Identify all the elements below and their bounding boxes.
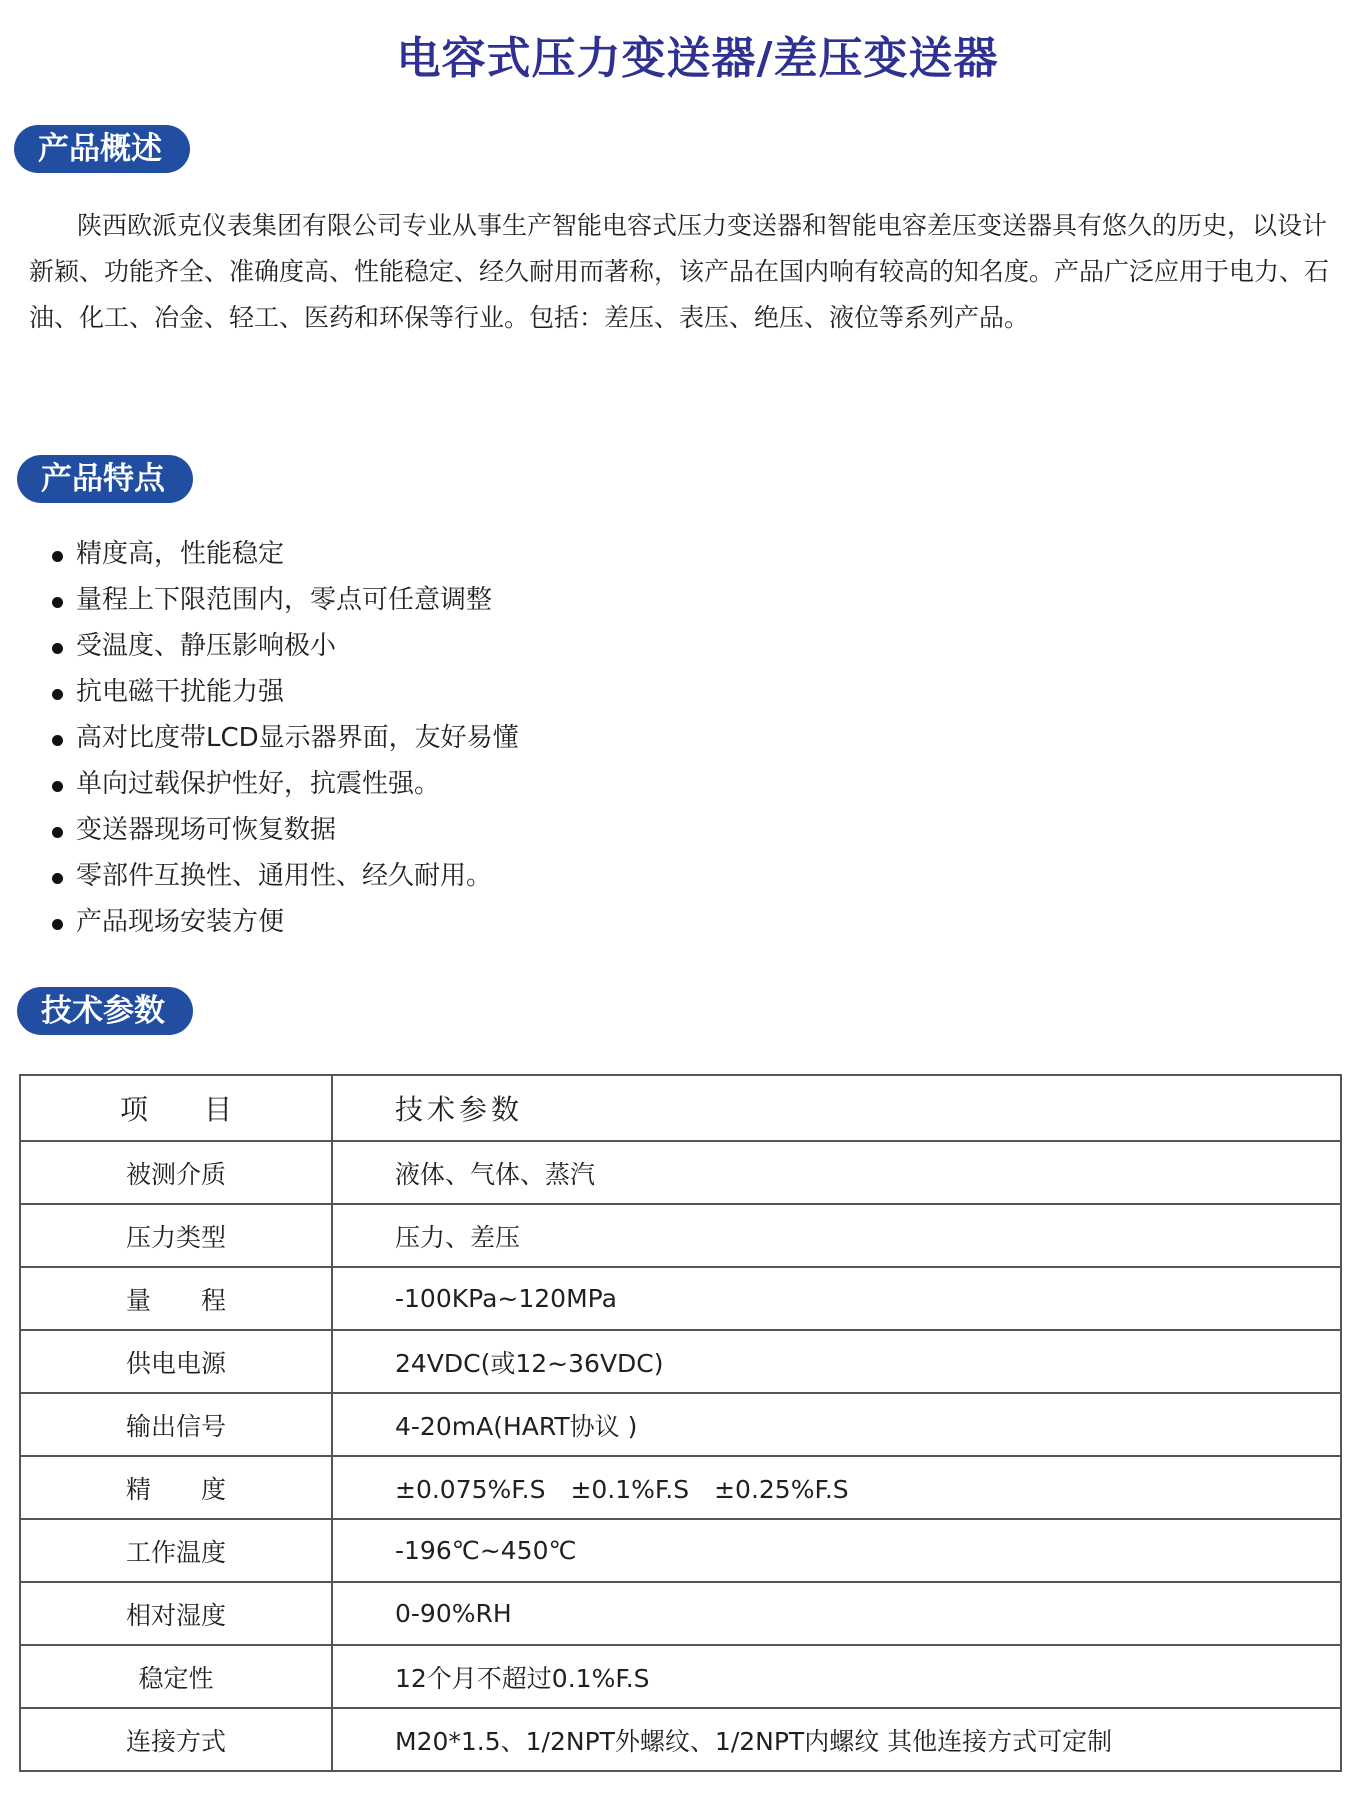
- section-header-features: 产品特点: [17, 455, 193, 503]
- spec-key: 相对湿度: [20, 1582, 332, 1645]
- spec-key: 精 度: [20, 1456, 332, 1519]
- spec-key: 供电电源: [20, 1330, 332, 1393]
- feature-item: 受温度、静压影响极小: [52, 623, 519, 669]
- spec-value: -100KPa~120MPa: [332, 1267, 1341, 1330]
- specs-table: [19, 1074, 1342, 1772]
- table-row: [20, 1267, 1341, 1330]
- spec-value: 12个月不超过0.1%F.S: [332, 1645, 1341, 1708]
- spec-key: 输出信号: [20, 1393, 332, 1456]
- bullet-icon: [52, 919, 63, 930]
- table-row: [20, 1456, 1341, 1519]
- bullet-icon: [52, 643, 63, 654]
- bullet-icon: [52, 597, 63, 608]
- spec-key: 压力类型: [20, 1204, 332, 1267]
- spec-value: -196℃~450℃: [332, 1519, 1341, 1582]
- feature-item: 单向过载保护性好，抗震性强。: [52, 761, 519, 807]
- features-list: [52, 531, 519, 945]
- section-header-specs: 技术参数: [17, 987, 193, 1035]
- spec-key: 量 程: [20, 1267, 332, 1330]
- feature-item: 产品现场安装方便: [52, 899, 519, 945]
- table-row: [20, 1393, 1341, 1456]
- spec-key: 稳定性: [20, 1645, 332, 1708]
- feature-item: 量程上下限范围内，零点可任意调整: [52, 577, 519, 623]
- bullet-icon: [52, 827, 63, 838]
- section-header-overview: 产品概述: [14, 125, 190, 173]
- header-value: 技术参数: [332, 1075, 1341, 1141]
- spec-key: 连接方式: [20, 1708, 332, 1771]
- feature-item: 变送器现场可恢复数据: [52, 807, 519, 853]
- header-key: 项 目: [20, 1075, 332, 1141]
- table-row: [20, 1330, 1341, 1393]
- spec-value: 压力、差压: [332, 1204, 1341, 1267]
- spec-value: M20*1.5、1/2NPT外螺纹、1/2NPT内螺纹 其他连接方式可定制: [332, 1708, 1341, 1771]
- table-row: [20, 1645, 1341, 1708]
- spec-value: 液体、气体、蒸汽: [332, 1141, 1341, 1204]
- overview-text: 陕西欧派克仪表集团有限公司专业从事生产智能电容式压力变送器和智能电容差压变送器具有悠久的历史，以设计新颖、功能齐全、准确度高、性能稳定、经久耐用而著称，该产品在国内响有较高的知名度。产品广泛应用于电力、石油、化工、冶金、轻工、医药和环保等行业。包括：差压、表压、绝压、液位等系列产品。: [29, 211, 1330, 332]
- feature-item: 高对比度带LCD显示器界面，友好易懂: [52, 715, 519, 761]
- bullet-icon: [52, 873, 63, 884]
- spec-key: 被测介质: [20, 1141, 332, 1204]
- table-row: [20, 1708, 1341, 1771]
- spec-value: ±0.075%F.S ±0.1%F.S ±0.25%F.S: [332, 1456, 1341, 1519]
- table-row: [20, 1204, 1341, 1267]
- page-title: 电容式压力变送器/差压变送器: [396, 33, 999, 84]
- bullet-icon: [52, 735, 63, 746]
- feature-item: 零部件互换性、通用性、经久耐用。: [52, 853, 519, 899]
- feature-item: 精度高，性能稳定: [52, 531, 519, 577]
- bullet-icon: [52, 689, 63, 700]
- overview-paragraph: [29, 203, 1329, 341]
- bullet-icon: [52, 781, 63, 792]
- table-header-row: [20, 1075, 1341, 1141]
- spec-value: 4-20mA(HART协议 ): [332, 1393, 1341, 1456]
- bullet-icon: [52, 551, 63, 562]
- table-row: [20, 1519, 1341, 1582]
- spec-key: 工作温度: [20, 1519, 332, 1582]
- spec-value: 24VDC(或12~36VDC): [332, 1330, 1341, 1393]
- feature-item: 抗电磁干扰能力强: [52, 669, 519, 715]
- table-row: [20, 1582, 1341, 1645]
- spec-value: 0-90%RH: [332, 1582, 1341, 1645]
- table-row: [20, 1141, 1341, 1204]
